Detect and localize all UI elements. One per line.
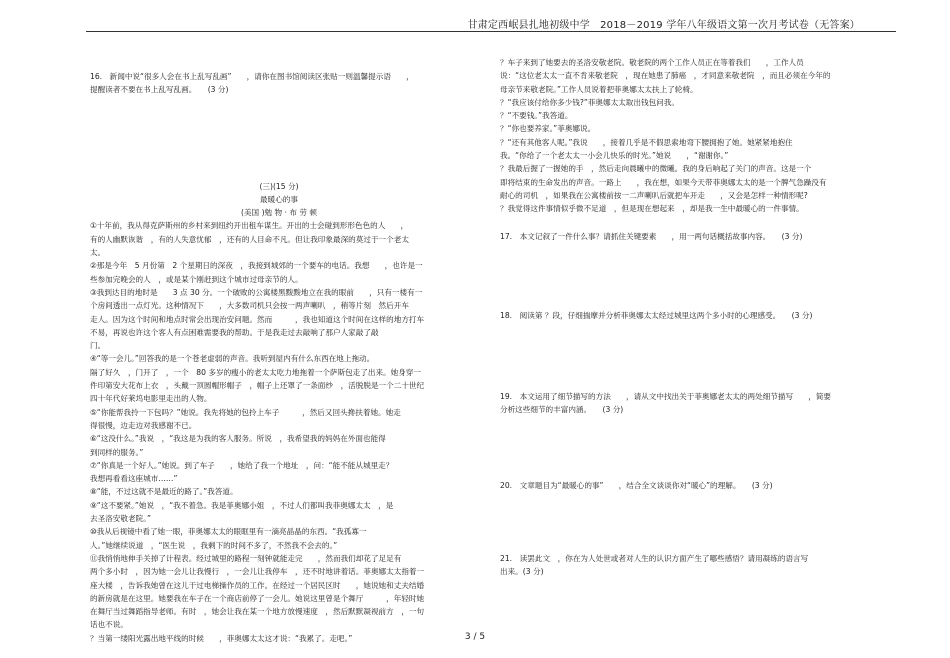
- q21-question-line: 21. 读罢此文 ，你在为人处世或者对人生的认识方面产生了哪些感悟？请用凝练的语言写: [500, 554, 809, 564]
- story-body: [90, 219, 468, 645]
- questions: [500, 216, 892, 579]
- answer-space: [500, 322, 892, 390]
- story-line: ？当第一缕阳光露出地平线的时候 ，菲奥娜太太这才说：“我累了。走吧。”: [90, 633, 353, 643]
- story-line: 去圣洛安敬老院。”: [90, 514, 151, 524]
- q16-line-2: 提醒读者不要在书上乱写乱画。 (3 分): [90, 85, 229, 95]
- story-line: ⑨“这不要紧。”她说 ，“我不着急。我是菲奥娜小姐 ，不过人们都叫我菲奥娜太太 ，是: [90, 500, 394, 510]
- story-line: ②那是今年 5 月份第 2 个星期日的深夜 ，我接到城郊的一个要车的电话。我想 ，也许是一: [90, 261, 423, 271]
- answer-space: [500, 417, 892, 479]
- story-line: 不易，再说也许这个客人有点困难需要我的帮助。于是我走过去敲响了那户人家敲了敲: [90, 327, 379, 337]
- story-title: 最暖心的事: [260, 194, 298, 204]
- story-line: ？车子来到了她要去的圣洛安敬老院。敬老院的两个工作人员正在等着我们 ，工作人员: [500, 58, 804, 67]
- story-line: 即将结束的生命发出的声音。一路上 ，我在想，如果今天带菲奥娜太太的是一个脾气急躁没有: [500, 177, 827, 187]
- story-line: 走人。因为这个时间和地点时常会出现治安问题。然而 ，我也知道这个时间在这样的地方打车: [90, 314, 425, 324]
- q17-question-line: 17. 本文记叙了一件什么事？请抓住关键要素 ，用一两句话概括故事内容。 (3 分): [500, 231, 803, 241]
- story-line: 个房间透出一点灯光。这种情况下 ，大多数司机只会按一两声喇叭 ，稍等片刻 然后开车: [90, 301, 409, 311]
- story-line: ？“我应该付给你多少钱?”菲奥娜太太取出钱包问我。: [500, 97, 679, 107]
- page-header: [0, 0, 950, 33]
- story-line: ⑥“这没什么。”我说 ，“我这是为我的客人服务。所说 ，我希望我的妈妈在外面也能得: [90, 434, 386, 444]
- story-line: 话也不说。: [90, 620, 128, 630]
- story-line: ？“你也要养家。”菲奥娜说。: [500, 124, 596, 134]
- answer-space: [500, 216, 892, 230]
- story-line: 的新房就是在这里。她要我在车子在一个商店前停了一会儿。她说这里曾是个舞厅 ，年轻时她: [90, 593, 425, 603]
- story-line: 到同样的服务。”: [90, 447, 144, 457]
- story-line: ⑤“你能帮我拎一下包吗？”她说。我先将她的包拎上车子 ，然后又回头搀扶着她。她走: [90, 407, 401, 417]
- story-author: (美国 )勉 物 · 布 劳 顿: [241, 208, 317, 218]
- header-rule: [86, 31, 896, 32]
- story-line: ？“不要钱。”我答道。: [500, 111, 573, 121]
- story-line: ⑪我悄悄地伸手关掉了计程表。经过城里的路程一刻钟就能走完 ，然而我们却花了足足有: [90, 553, 402, 563]
- right-column: [500, 40, 892, 579]
- q19-question-line: 分析这些细节的丰富内涵。 (3 分): [500, 405, 624, 415]
- page-number: 3 / 5: [464, 632, 486, 642]
- story-line: 件印第安大花布上衣 ，头戴一顶圆帽形帽子 ，帽子上还罩了一条面纱 ，活脱脱是一个二十世纪: [90, 381, 425, 391]
- story-continuation: [500, 56, 892, 216]
- q20-question-line: 20. 文章题目为“最暖心的事” ，结合全文谈谈你对“暖心”的理解。 (3 分): [500, 480, 773, 490]
- story-line: ⑦“你真是一个好人。”她说。到了车子 ，她给了我一个地址 ，问：“能不能从城里走？: [90, 460, 394, 470]
- story-line: 门。: [90, 341, 106, 351]
- answer-space: [500, 492, 892, 552]
- q18-question-line: 18. 阅读第 ？段，仔细揣摩并分析菲奥娜太太经过城里这两个多小时的心理感受。 (3 分): [500, 310, 813, 320]
- story-line: 耐心的司机 ，如果我在公寓楼前按一二声喇叭后就把车开走 ，又会是怎样一种情形呢?: [500, 190, 808, 200]
- story-line: ⑧“能，不过这就不是最近的路了。”我答道。: [90, 487, 238, 497]
- story-line: ①十年前，我从得克萨斯州的乡村来到纽约开出租车谋生。开出的士会碰到形形色色的人 ，: [90, 221, 409, 231]
- q16-line-1: 16. 新闻中说“很多人会在书上乱写乱画” ，请你在图书馆阅读区张贴一则温馨提示语 ，: [90, 72, 414, 81]
- story-line: 我想再看看这座城市……”: [90, 474, 178, 484]
- q19-question-line: 19. 本文运用了细节描写的方法 ，请从文中找出关于菲奥娜老太太的两处细节描写 ，简要: [500, 392, 832, 402]
- q21-question-line: 出来。(3 分): [500, 567, 544, 577]
- story-line: 些参加完晚会的人 ，或是某个刚赶到这个城市过母亲节的人。: [90, 274, 303, 284]
- story-line: 在舞厅当过舞蹈指导老师。有时 ，她会让我在某一个地方放慢速度 ，然后默默凝视前方 ，一句: [90, 607, 425, 617]
- story-line: 母亲节来敬老院。”工作人员说着把菲奥娜太太扶上了轮椅。: [500, 84, 698, 94]
- answer-space: [500, 243, 892, 309]
- story-line: 得很慢，边走边对我感谢不已。: [90, 420, 197, 430]
- story-line: ⑩我从后视镜中看了她一眼，菲奥娜太太的眼眶里有一滴亮晶晶的东西。“我孤寡一: [90, 527, 367, 537]
- story-line: ？“还有其他客人呢。”我说 ，接着几乎是不假思索地弯下腰拥抱了她。她紧紧地抱住: [500, 137, 793, 147]
- story-line: 说：“这位老太太一直不肯来敬老院 ，现在她患了肺癌 ，才同意来敬老院 ，而且必须在今年的: [500, 71, 831, 81]
- story-line: 太。: [90, 248, 106, 258]
- left-column: [90, 40, 468, 645]
- story-line: ③我到达目的地时是 3 点 30 分。一个破败的公寓楼黑黢黢地立在我的眼前 ，只有一楼有一: [90, 287, 423, 297]
- story-line: 隔了好久 ，门开了 ，一个 80 多岁的瘦小的老太太吃力地拖着一个萨斯包走了出来。她身穿一: [90, 367, 422, 377]
- story-line: 座大楼 ，告诉我她曾在这儿干过电梯操作员的工作。在经过一个居民区时 ，她说她和丈夫结婚: [90, 580, 425, 590]
- story-line: 有的人幽默诙谐 ，有的人失意忧郁 ，还有的人目命不凡。但让我印象最深的莫过于一个老太: [90, 234, 409, 244]
- story-line: 四十年代好莱坞电影里走出的人物。: [90, 394, 212, 404]
- story-line: 人。”她继续说道 ，“医生说 ，我剩下的时间不多了，不然我不会去的。”: [90, 540, 338, 550]
- exam-title: 甘肃定西岷县扎地初级中学 2018－2019 学年八年级语文第一次月考试卷（无答案）: [467, 20, 860, 31]
- story-line: ？我最后握了一握她的手 ，然后走向晨曦中的微曦。我的身后响起了关门的声音。这是一个: [500, 164, 812, 174]
- story-line: ④“等一会儿。”回答我的是一个苍老虚弱的声音。我听到屋内有什么东西在地上拖动。: [90, 354, 375, 364]
- story-line: ？我觉得这件事情似乎微不足道 ，但是现在想起来 ，却是我一生中最暖心的一件事情。: [500, 204, 804, 214]
- story-line: 两个多小时 ，因为她一会儿让我慢行 ，一会儿让我停车 ，还不时地讲着话。菲奥娜太太指着一: [90, 567, 425, 577]
- story-line: 我。“你给了一个老太太一小会儿快乐的时光。”她说 ，“谢谢你。”: [500, 151, 729, 161]
- section-heading: (三)(15 分): [259, 181, 299, 191]
